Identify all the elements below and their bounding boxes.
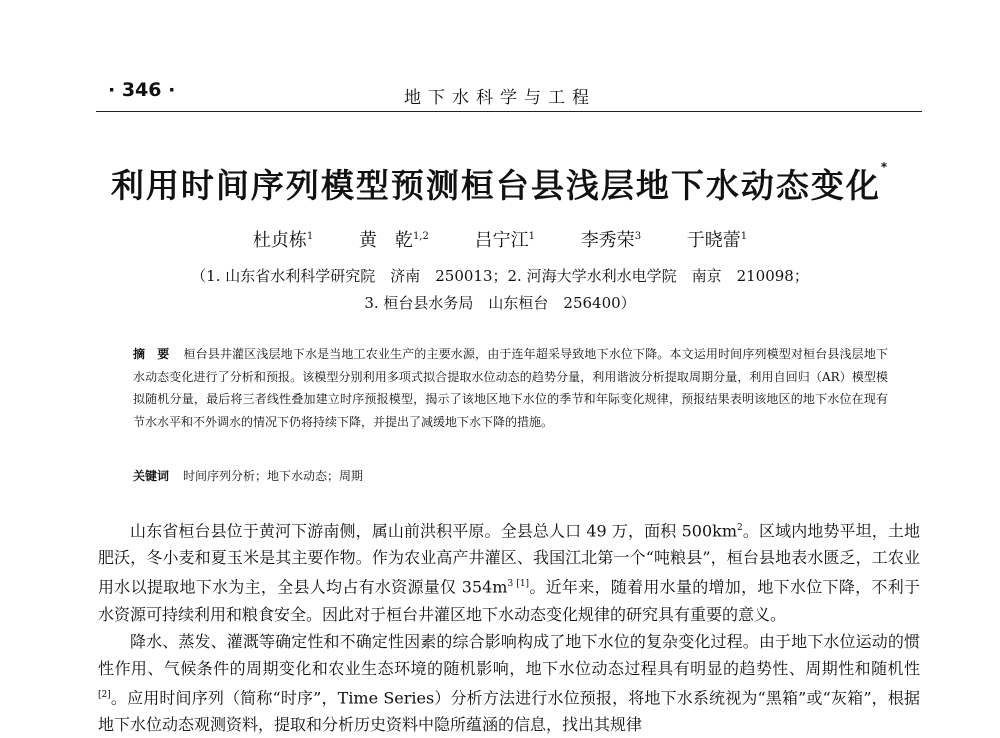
author: 黄 乾$^{1,2}$ — [358, 230, 429, 251]
author: 于晓蕾$^1$ — [686, 230, 748, 251]
abstract-text: 桓台县井灌区浅层地下水是当地工农业生产的主要水源，由于连年超采导致地下水位下降。本文运用时间序列模型对桓台县浅层地下水动态变化进行了分析和预报。该模型分别利用多项式拟合提取水位动态的趋势分量，利用谐波分析提取周期分量，利用自回归（AR）模型模拟随机分量，最后将三者线性叠加建立时序预报模型，揭示了该地区地下水位的季节和年际变化规律，预报结果表明该地区的地下水位在现有节水水平和不外调水的情况下仍将持续下降，并提出了减缓地下水下降的措施。 — [133, 347, 888, 429]
page-number: · 346 · — [108, 79, 176, 101]
affiliation-line-2: 3. 桓台县水务局 山东桓台 256400） — [364, 294, 636, 312]
keywords-label: 关键词 — [133, 469, 170, 483]
author: 吕宁江$^1$ — [474, 230, 535, 251]
author-list — [0, 226, 1000, 252]
author: 李秀荣$^3$ — [580, 230, 642, 251]
paper-title — [80, 160, 920, 207]
affiliation-line-1: （1. 山东省水利科学研究院 济南 250013；2. 河海大学水利水电学院 南京 210098； — [191, 267, 809, 285]
abstract-label: 摘 要 — [133, 347, 170, 361]
paper-title-text: 利用时间序列模型预测桓台县浅层地下水动态变化 — [110, 166, 881, 205]
title-footnote-mark: * — [880, 160, 890, 174]
paragraph-2: 降水、蒸发、灌溉等确定性和不确定性因素的综合影响构成了地下水位的复杂变化过程。由于地下水位运动的惯性作用、气候条件的周期变化和农业生态环境的随机影响，地下水位动态过程具有明显的趋势性、周期性和随机性[2]。应用时间序列（简称“时序”，Time Series）分析方法进行水位预报，将地下水系统视为“黑箱”或“灰箱”，根据地下水位动态观测资料，提取和分析历史资料中隐所蕴涵的信息，找出其规律 — [98, 631, 920, 734]
author: 杜贞栋$^1$ — [252, 230, 314, 251]
abstract — [133, 343, 888, 433]
header-rule — [96, 111, 922, 112]
keywords-text: 时间序列分析；地下水动态；周期 — [183, 469, 364, 483]
keywords — [133, 467, 363, 484]
citation: [2] — [98, 689, 111, 700]
citation: 3 [1] — [507, 579, 530, 590]
journal-name: 地下水科学与工程 — [404, 88, 596, 108]
paragraph-1: 山东省桓台县位于黄河下游南侧，属山前洪积平原。全县总人口 49 万，面积 $500km^2$。区域内地势平坦，土地肥沃，冬小麦和夏玉米是其主要作物。作为农业高产井灌区、我国江北第一个“吨粮县”，桓台县地表水匮乏，工农业用水以提取地下水为主，全县人均占有水资源量仅 $354m^{3 [1]}$。近年来，随着用水量的增加，地下水位下降，不利于水资源可持续利用和粮食安全。因此对于桓台井灌区地下水动态变化规律的研究具有重要的意义。 — [98, 521, 920, 624]
body-text — [98, 515, 920, 738]
